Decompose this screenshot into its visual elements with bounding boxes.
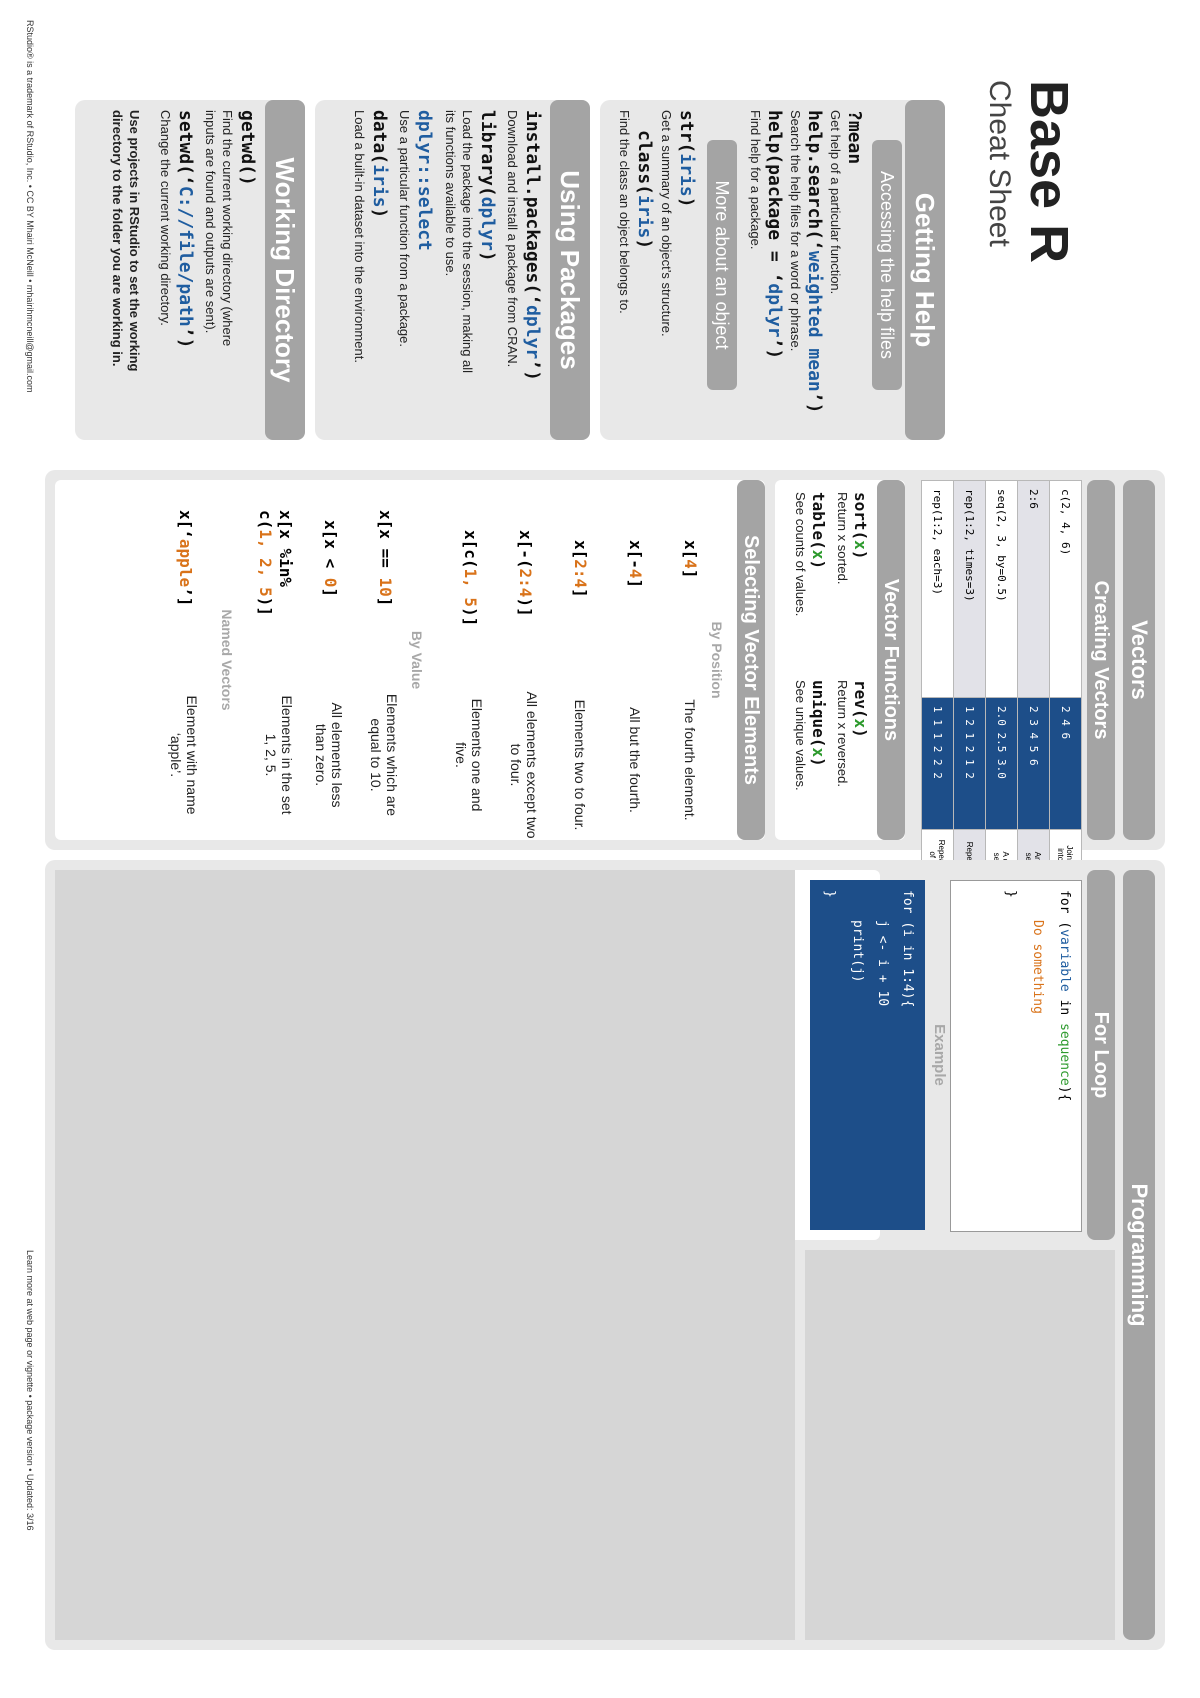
setwd-desc: Change the current working directory. bbox=[158, 110, 173, 326]
for-template-line3: } bbox=[1003, 890, 1018, 898]
help-mean-desc: Get help of a particular function. bbox=[828, 110, 843, 295]
rev-desc: Return x reversed. bbox=[835, 680, 850, 787]
unique-desc: See unique values. bbox=[793, 680, 808, 791]
class-iris-code: class(iris) bbox=[634, 130, 655, 250]
example-line4: } bbox=[822, 890, 837, 898]
str-iris-code: str(iris) bbox=[676, 110, 697, 208]
help-package-desc: Find help for a package. bbox=[748, 110, 763, 250]
sel-pos-0-desc: The fourth element. bbox=[682, 699, 698, 821]
empty-region-top-right bbox=[805, 1250, 1115, 1640]
cv-code: c(2, 4, 6) bbox=[1050, 481, 1082, 698]
getwd-desc-2: inputs are found and outputs are sent). bbox=[203, 110, 218, 334]
rev-code: rev(x) bbox=[851, 680, 870, 738]
for-loop-example bbox=[810, 880, 925, 1230]
vector-functions-heading: Vector Functions bbox=[877, 480, 905, 840]
accessing-help-subheading: Accessing the help files bbox=[872, 140, 902, 390]
sel-val-0-desc: Elements which are equal to 10. bbox=[368, 693, 400, 817]
sel-pos-3: x[-(2:4)] bbox=[516, 530, 535, 617]
getting-help-heading: Getting Help bbox=[905, 100, 945, 440]
getwd-desc: Find the current working directory (where bbox=[220, 110, 235, 347]
by-value-label: By Value bbox=[409, 630, 425, 690]
sel-pos-2: x[2:4] bbox=[571, 540, 590, 598]
footer-right: Learn more at web page or vignette • package version • Updated: 3/16 bbox=[25, 1250, 35, 1531]
sel-val-0: x[x == 10] bbox=[376, 510, 395, 607]
cv-code: rep(1:2, each=3) bbox=[922, 481, 954, 698]
empty-region-bottom bbox=[55, 870, 795, 1640]
sel-named-0: x[‘apple’] bbox=[176, 510, 195, 607]
example-line2: j <- i + 10 bbox=[875, 920, 890, 1007]
sel-pos-2-desc: Elements two to four. bbox=[572, 699, 588, 831]
projects-tip-2: directory to the folder you are working in. bbox=[110, 110, 125, 367]
cv-result: 2.0 2.5 3.0 bbox=[986, 698, 1018, 830]
sel-val-2: x[x %in% bbox=[276, 510, 295, 588]
cv-code: seq(2, 3, by=0.5) bbox=[986, 481, 1018, 698]
sel-pos-1: x[-4] bbox=[626, 540, 645, 589]
example-line3: print(j) bbox=[850, 920, 865, 983]
cv-result: 2 4 6 bbox=[1050, 698, 1082, 830]
programming-heading: Programming bbox=[1123, 870, 1155, 1640]
sort-desc: Return x sorted. bbox=[835, 492, 850, 585]
sort-code: sort(x) bbox=[851, 492, 870, 560]
data-iris-code: data(iris) bbox=[369, 110, 390, 219]
selecting-heading: Selecting Vector Elements bbox=[737, 480, 765, 840]
library-desc: Load the package into the session, making all bbox=[460, 110, 475, 374]
using-packages-heading: Using Packages bbox=[550, 100, 590, 440]
table-desc: See counts of values. bbox=[793, 492, 808, 617]
table-code: table(x) bbox=[809, 492, 828, 570]
dplyr-select-desc: Use a particular function from a package. bbox=[397, 110, 412, 348]
sel-val-1: x[x < 0] bbox=[321, 520, 340, 598]
cv-code: rep(1:2, times=3) bbox=[954, 481, 986, 698]
str-iris-desc: Get a summary of an object’s structure. bbox=[659, 110, 674, 337]
setwd-code: setwd(‘C://file/path’) bbox=[175, 110, 196, 349]
help-search-desc: Search the help files for a word or phrase. bbox=[788, 110, 803, 352]
sel-pos-4-desc: Elements one and five. bbox=[453, 698, 485, 812]
sel-pos-3-desc: All elements except two to four. bbox=[508, 691, 540, 839]
library-code: library(dplyr) bbox=[477, 110, 498, 262]
creating-vectors-heading: Creating Vectors bbox=[1087, 480, 1115, 840]
class-iris-desc: Find the class an object belongs to. bbox=[617, 110, 632, 314]
named-vectors-label: Named Vectors bbox=[219, 609, 235, 711]
table-row bbox=[922, 481, 954, 911]
data-iris-desc: Load a built-in dataset into the environment. bbox=[352, 110, 367, 363]
table-row bbox=[954, 481, 986, 911]
table-row bbox=[986, 481, 1018, 911]
table-row bbox=[1018, 481, 1050, 911]
table-row bbox=[1050, 481, 1082, 911]
help-package-code: help(package = ‘dplyr’) bbox=[764, 110, 785, 360]
projects-tip: Use projects in RStudio to set the working bbox=[127, 110, 142, 372]
sel-pos-1-desc: All but the fourth. bbox=[627, 707, 643, 813]
sel-pos-0: x[4] bbox=[681, 540, 700, 579]
unique-code: unique(x) bbox=[809, 680, 828, 767]
sel-val-2-desc: Elements in the set 1, 2, 5. bbox=[263, 695, 295, 815]
sheet-title: Base R bbox=[1019, 80, 1079, 264]
sheet-subtitle: Cheat Sheet bbox=[983, 80, 1016, 247]
sel-pos-4: x[c(1, 5)] bbox=[461, 530, 480, 627]
help-mean-code: ?mean bbox=[844, 110, 865, 165]
sel-named-0-desc: Element with name ‘apple’. bbox=[168, 695, 200, 815]
sel-val-1-desc: All elements less than zero. bbox=[313, 702, 345, 808]
library-desc-2: its functions available to use. bbox=[443, 110, 458, 277]
cv-result: 1 1 1 2 2 2 bbox=[922, 698, 954, 830]
footer-left: RStudio® is a trademark of RStudio, Inc. • CC BY Mhairi McNeill • mhairihmcneill@gmail.com bbox=[25, 20, 35, 393]
for-loop-heading: For Loop bbox=[1087, 870, 1115, 1240]
for-template-line2: Do something bbox=[1030, 920, 1045, 1014]
example-line1: for (i in 1:4){ bbox=[900, 890, 915, 1008]
dplyr-select-code: dplyr::select bbox=[414, 110, 435, 251]
getwd-code: getwd() bbox=[237, 110, 258, 186]
more-about-object-subheading: More about an object bbox=[707, 140, 737, 390]
install-packages-desc: Download and install a package from CRAN. bbox=[505, 110, 520, 368]
sel-val-2b: c(1, 2, 5)] bbox=[256, 510, 275, 616]
vectors-heading: Vectors bbox=[1123, 480, 1155, 840]
help-search-code: help.search(‘weighted mean’) bbox=[804, 110, 825, 414]
for-template-line1: for (variable in sequence){ bbox=[1057, 890, 1072, 1102]
creating-vectors-table bbox=[921, 480, 1082, 911]
cv-result: 1 2 1 2 1 2 bbox=[954, 698, 986, 830]
install-packages-code: install.packages(‘dplyr’) bbox=[522, 110, 543, 381]
by-position-label: By Position bbox=[709, 621, 725, 699]
example-label: Example bbox=[931, 1024, 948, 1086]
working-directory-heading: Working Directory bbox=[265, 100, 305, 440]
cv-result: 2 3 4 5 6 bbox=[1018, 698, 1050, 830]
cv-code: 2:6 bbox=[1018, 481, 1050, 698]
